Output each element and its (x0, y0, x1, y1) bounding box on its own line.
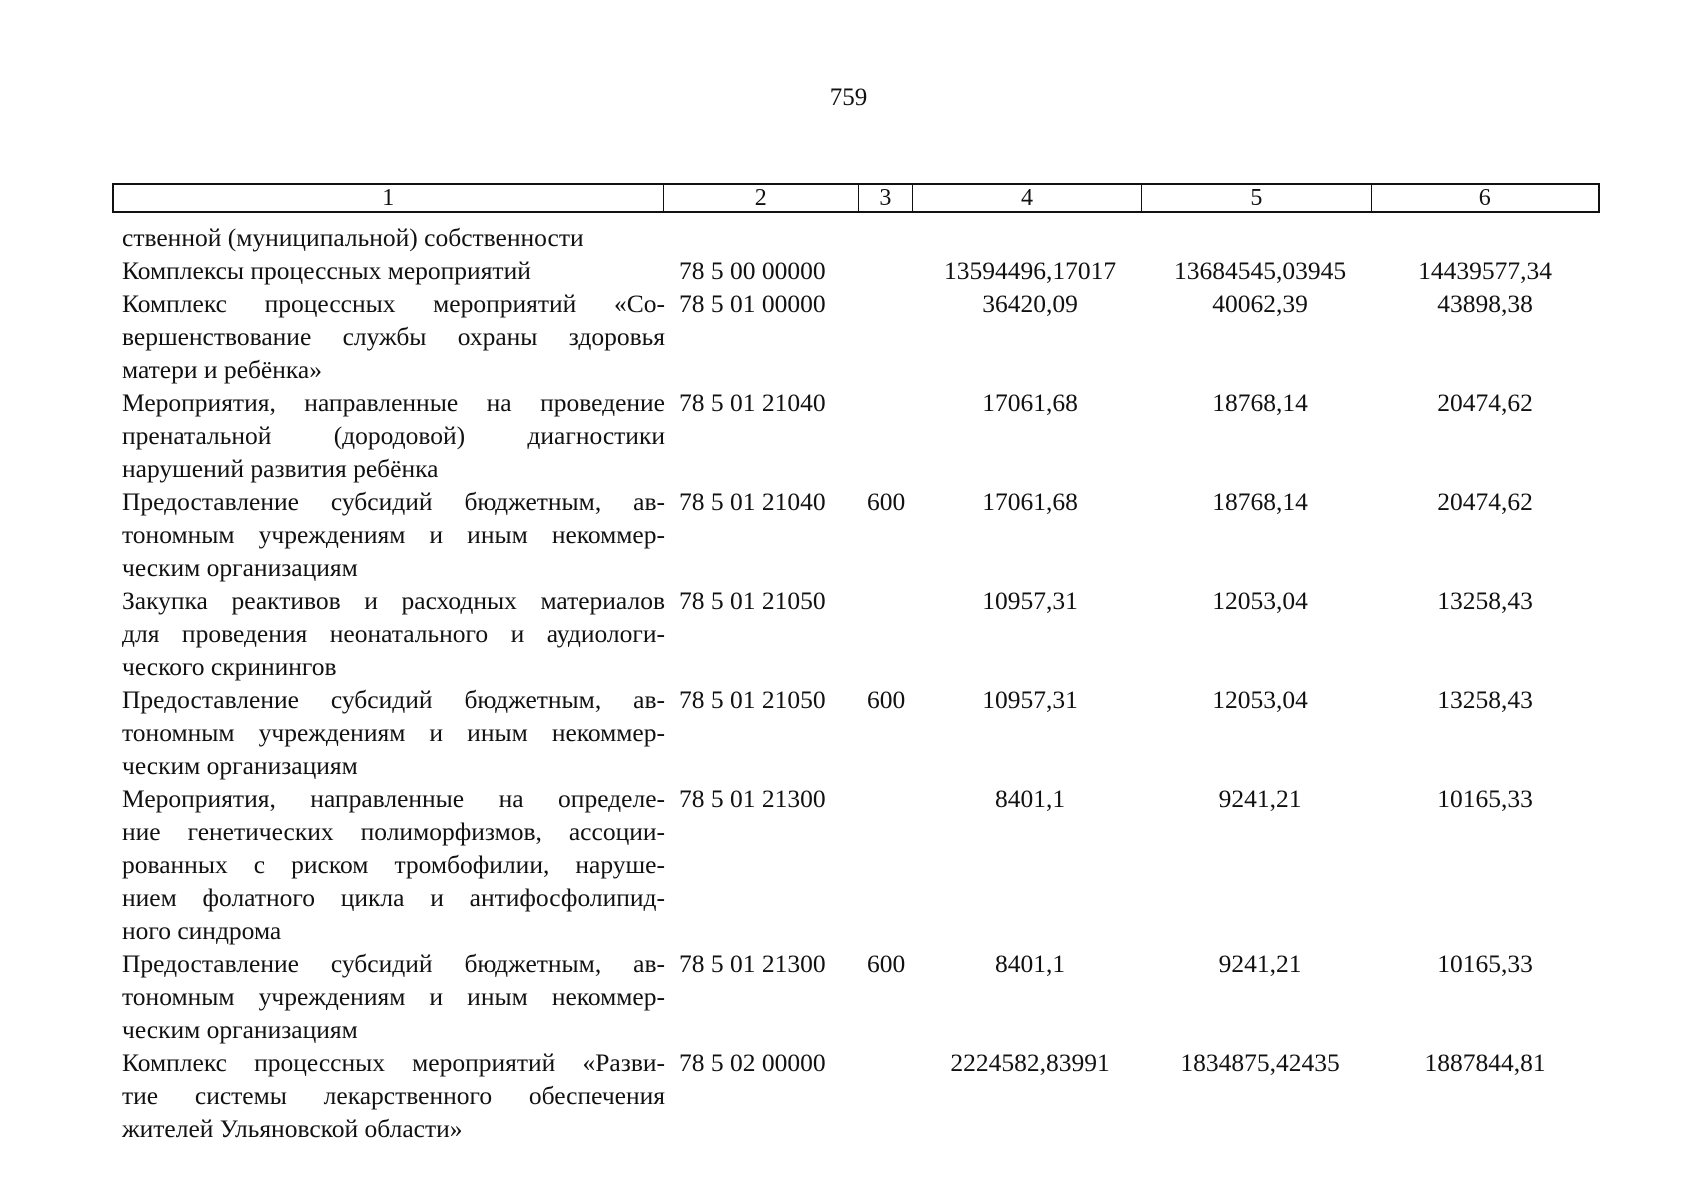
row-code: 78 5 02 00000 (679, 1048, 826, 1077)
description-line: жителей Ульяновской области» (122, 1114, 463, 1143)
description-line: вершенствование службы охраны здоровья (122, 322, 665, 351)
row-value-col4: 17061,68 (982, 487, 1078, 516)
row-value-col4: 10957,31 (982, 586, 1078, 615)
row-value-col4: 8401,1 (994, 949, 1066, 978)
description-line: Предоставление субсидий бюджетным, ав- (122, 487, 665, 516)
row-value-col5: 13684545,03945 (1173, 256, 1347, 285)
row-value-col5: 12053,04 (1212, 685, 1308, 714)
description-line: Мероприятия, направленные на определе- (122, 784, 665, 813)
row-value-col5: 12053,04 (1212, 586, 1308, 615)
description-line: для проведения неонатального и аудиологи- (122, 619, 665, 648)
row-value-col5: 1834875,42435 (1180, 1048, 1340, 1077)
description-line: тономным учреждениям и иным некоммер- (122, 520, 665, 549)
table-row (112, 947, 1600, 1046)
description-line: тономным учреждениям и иным некоммер- (122, 982, 665, 1011)
row-description (122, 485, 665, 584)
description-line: пренатальной (дородовой) диагностики (122, 421, 665, 450)
description-line: Комплексы процессных мероприятий (122, 256, 531, 285)
row-description (122, 683, 665, 782)
table-row (112, 782, 1600, 947)
table-body (112, 221, 1600, 1145)
table-row (112, 1046, 1600, 1145)
row-value-col5: 40062,39 (1212, 289, 1308, 318)
row-value-col6: 43898,38 (1437, 289, 1533, 318)
table-row (112, 287, 1600, 386)
row-code: 78 5 01 21040 (679, 487, 826, 516)
row-value-col6: 20474,62 (1437, 388, 1533, 417)
description-line: ственной (муниципальной) собственности (122, 223, 584, 252)
description-line: ческим организациям (122, 751, 358, 780)
row-value-col6: 10165,33 (1437, 949, 1533, 978)
description-line: нием фолатного цикла и антифосфолипид- (122, 883, 665, 912)
table-row (112, 485, 1600, 584)
row-expense-type: 600 (867, 487, 906, 516)
row-description (122, 386, 665, 485)
description-line: Комплекс процессных мероприятий «Разви- (122, 1048, 665, 1077)
header-col-3: 3 (859, 185, 913, 211)
row-value-col6: 1887844,81 (1424, 1048, 1546, 1077)
header-col-1: 1 (114, 185, 664, 211)
row-code: 78 5 01 21300 (679, 949, 826, 978)
row-value-col6: 14439577,34 (1418, 256, 1552, 285)
row-description (122, 254, 665, 287)
row-expense-type: 600 (867, 949, 906, 978)
header-col-5: 5 (1142, 185, 1371, 211)
description-line: тономным учреждениям и иным некоммер- (122, 718, 665, 747)
row-value-col4: 8401,1 (994, 784, 1066, 813)
row-description (122, 947, 665, 1046)
row-expense-type: 600 (867, 685, 906, 714)
description-line: Комплекс процессных мероприятий «Со- (122, 289, 665, 318)
description-line: Мероприятия, направленные на проведение (122, 388, 665, 417)
row-value-col6: 13258,43 (1437, 586, 1533, 615)
table-row (112, 221, 1600, 254)
row-value-col4: 36420,09 (982, 289, 1078, 318)
table-row (112, 584, 1600, 683)
row-value-col6: 10165,33 (1437, 784, 1533, 813)
row-value-col5: 9241,21 (1218, 949, 1302, 978)
row-code: 78 5 00 00000 (679, 256, 826, 285)
header-col-4: 4 (913, 185, 1142, 211)
row-value-col5: 18768,14 (1212, 487, 1308, 516)
row-value-col5: 9241,21 (1218, 784, 1302, 813)
description-line: ческим организациям (122, 553, 358, 582)
row-description (122, 782, 665, 947)
row-value-col6: 20474,62 (1437, 487, 1533, 516)
row-value-col5: 18768,14 (1212, 388, 1308, 417)
row-code: 78 5 01 21050 (679, 685, 826, 714)
row-code: 78 5 01 21040 (679, 388, 826, 417)
row-value-col4: 10957,31 (982, 685, 1078, 714)
description-line: тие системы лекарственного обеспечения (122, 1081, 665, 1110)
row-value-col6: 13258,43 (1437, 685, 1533, 714)
description-line: ческого скринингов (122, 652, 337, 681)
table-row (112, 254, 1600, 287)
table-row (112, 386, 1600, 485)
table-row (112, 683, 1600, 782)
row-code: 78 5 01 21300 (679, 784, 826, 813)
description-line: Предоставление субсидий бюджетным, ав- (122, 949, 665, 978)
row-value-col4: 13594496,17017 (943, 256, 1117, 285)
row-value-col4: 2224582,83991 (950, 1048, 1110, 1077)
row-value-col4: 17061,68 (982, 388, 1078, 417)
row-code: 78 5 01 21050 (679, 586, 826, 615)
description-line: рованных с риском тромбофилии, наруше- (122, 850, 665, 879)
description-line: Закупка реактивов и расходных материалов (122, 586, 665, 615)
row-description (122, 287, 665, 386)
description-line: Предоставление субсидий бюджетным, ав- (122, 685, 665, 714)
description-line: ческим организациям (122, 1015, 358, 1044)
header-col-2: 2 (664, 185, 859, 211)
description-line: ного синдрома (122, 916, 282, 945)
description-line: матери и ребёнка» (122, 355, 322, 384)
description-line: ние генетических полиморфизмов, ассоции- (122, 817, 665, 846)
row-description (122, 584, 665, 683)
table-header (112, 183, 1600, 213)
description-line: нарушений развития ребёнка (122, 454, 439, 483)
row-code: 78 5 01 00000 (679, 289, 826, 318)
row-description (122, 1046, 665, 1145)
page-number: 759 (829, 84, 868, 111)
row-description (122, 221, 665, 254)
header-col-6: 6 (1478, 184, 1491, 211)
